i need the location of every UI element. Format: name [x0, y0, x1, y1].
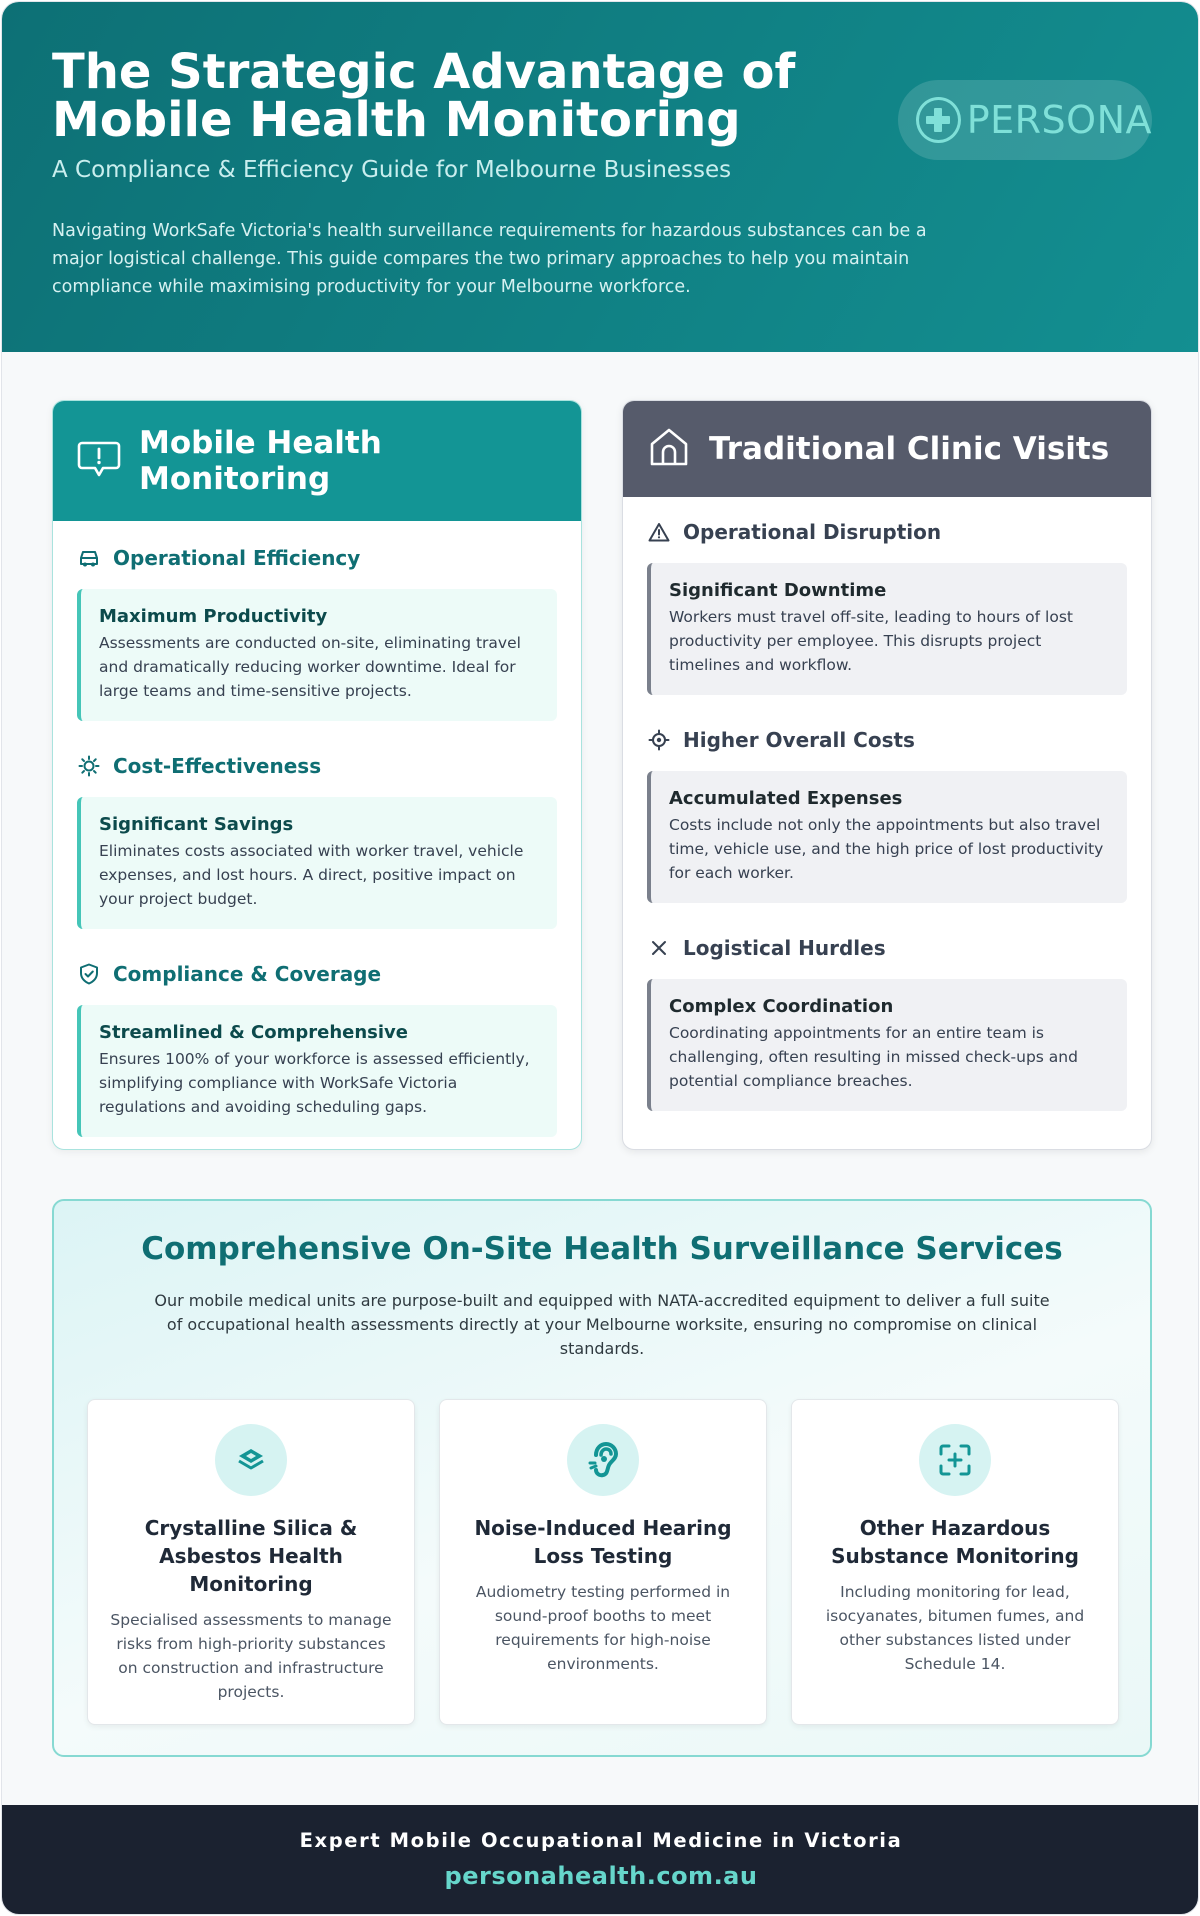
section-heading [77, 961, 557, 987]
page-title: The Strategic Advantage of Mobile Health Monitoring [52, 44, 796, 148]
mobile-section [53, 545, 581, 721]
mobile-monitoring-column [52, 400, 582, 1150]
card-title: Significant Downtime [669, 580, 887, 601]
card-text: Assessments are conducted on-site, eliminating travel and dramatically reducing worker downtime. Ideal for large teams and time-sensitive projects. [99, 634, 521, 700]
page-subtitle: A Compliance & Efficiency Guide for Melbourne Businesses [52, 157, 732, 183]
mobile-section [53, 961, 581, 1137]
clinic-column-header [623, 401, 1151, 497]
card-title: Maximum Productivity [99, 606, 328, 627]
card-text: Workers must travel off-site, leading to hours of lost productivity per employee. This disrupts project timelines and workflow. [669, 608, 1073, 674]
drawback-card [647, 771, 1127, 903]
section-heading-text: Operational Efficiency [113, 546, 361, 570]
target-icon [647, 728, 671, 752]
section-heading [77, 753, 557, 779]
service-card [439, 1399, 767, 1725]
card-title: Significant Savings [99, 814, 294, 835]
logo-wordmark: PERSONA [966, 98, 1152, 142]
section-heading [77, 545, 557, 571]
shield-check-icon [77, 962, 101, 986]
mobile-section [53, 753, 581, 929]
persona-logo [898, 80, 1152, 160]
drawback-card [647, 979, 1127, 1111]
infographic-page [1, 1, 1199, 1915]
benefit-card [77, 589, 557, 721]
scan-plus-icon [919, 1424, 991, 1496]
footer [2, 1805, 1199, 1915]
clinic-column-title: Traditional Clinic Visits [709, 431, 1110, 467]
section-heading [647, 935, 1127, 961]
footer-tagline: Expert Mobile Occupational Medicine in Victoria [299, 1829, 903, 1852]
chat-alert-icon [77, 439, 121, 483]
card-text: Costs include not only the appointments but also travel time, vehicle use, and the high price of lost productivity for each worker. [669, 816, 1104, 882]
service-title: Noise-Induced Hearing Loss Testing [474, 1516, 732, 1568]
clinic-section [623, 519, 1151, 695]
service-title: Other Hazardous Substance Monitoring [831, 1516, 1079, 1568]
intro-paragraph: Navigating WorkSafe Victoria's health surveillance requirements for hazardous substances can be a major logistical challenge. This guide compares the two primary approaches to help you maintain compliance while maximising productivity for your Melbourne workforce. [52, 221, 927, 297]
mobile-column-header [53, 401, 581, 521]
section-heading-text: Logistical Hurdles [683, 936, 886, 960]
services-panel [52, 1199, 1152, 1757]
section-heading [647, 519, 1127, 545]
header-banner [2, 2, 1198, 352]
section-heading-text: Higher Overall Costs [683, 728, 915, 752]
medical-cross-icon [916, 97, 961, 143]
service-text: Including monitoring for lead, isocyanates, bitumen fumes, and other substances listed under Schedule 14. [825, 1583, 1085, 1673]
drawback-card [647, 563, 1127, 695]
clinic-section [623, 727, 1151, 903]
card-title: Complex Coordination [669, 996, 894, 1017]
card-title: Accumulated Expenses [669, 788, 903, 809]
ear-icon [567, 1424, 639, 1496]
service-text: Audiometry testing performed in sound-proof booths to meet requirements for high-noise environments. [475, 1583, 731, 1673]
warning-icon [647, 520, 671, 544]
benefit-card [77, 797, 557, 929]
service-text: Specialised assessments to manage risks from high-priority substances on construction and infrastructure projects. [110, 1611, 392, 1701]
card-text: Ensures 100% of your workforce is assessed efficiently, simplifying compliance with WorkSafe Victoria regulations and avoiding scheduling gaps. [99, 1050, 530, 1116]
layers-icon [215, 1424, 287, 1496]
card-text: Eliminates costs associated with worker travel, vehicle expenses, and lost hours. A direct, positive impact on your project budget. [99, 842, 524, 908]
services-title: Comprehensive On-Site Health Surveillance Services [141, 1231, 1063, 1267]
sun-gear-icon [77, 754, 101, 778]
service-card [87, 1399, 415, 1725]
card-text: Coordinating appointments for an entire team is challenging, often resulting in missed check-ups and potential compliance breaches. [669, 1024, 1078, 1090]
section-heading-text: Cost-Effectiveness [113, 754, 322, 778]
service-card [791, 1399, 1119, 1725]
section-heading [647, 727, 1127, 753]
car-icon [77, 546, 101, 570]
mobile-column-title: Mobile Health Monitoring [139, 425, 382, 497]
x-icon [647, 936, 671, 960]
section-heading-text: Operational Disruption [683, 520, 942, 544]
website-link[interactable]: personahealth.com.au [444, 1862, 758, 1890]
clinic-section [623, 935, 1151, 1111]
service-title: Crystalline Silica & Asbestos Health Monitoring [144, 1516, 358, 1596]
home-icon [647, 425, 691, 473]
benefit-card [77, 1005, 557, 1137]
card-title: Streamlined & Comprehensive [99, 1022, 408, 1043]
section-heading-text: Compliance & Coverage [113, 962, 382, 986]
services-description: Our mobile medical units are purpose-built and equipped with NATA-accredited equipment to deliver a full suite of occupational health assessments directly at your Melbourne worksite, ensuring no compromise on clinical standards. [154, 1291, 1050, 1358]
clinic-visits-column [622, 400, 1152, 1150]
